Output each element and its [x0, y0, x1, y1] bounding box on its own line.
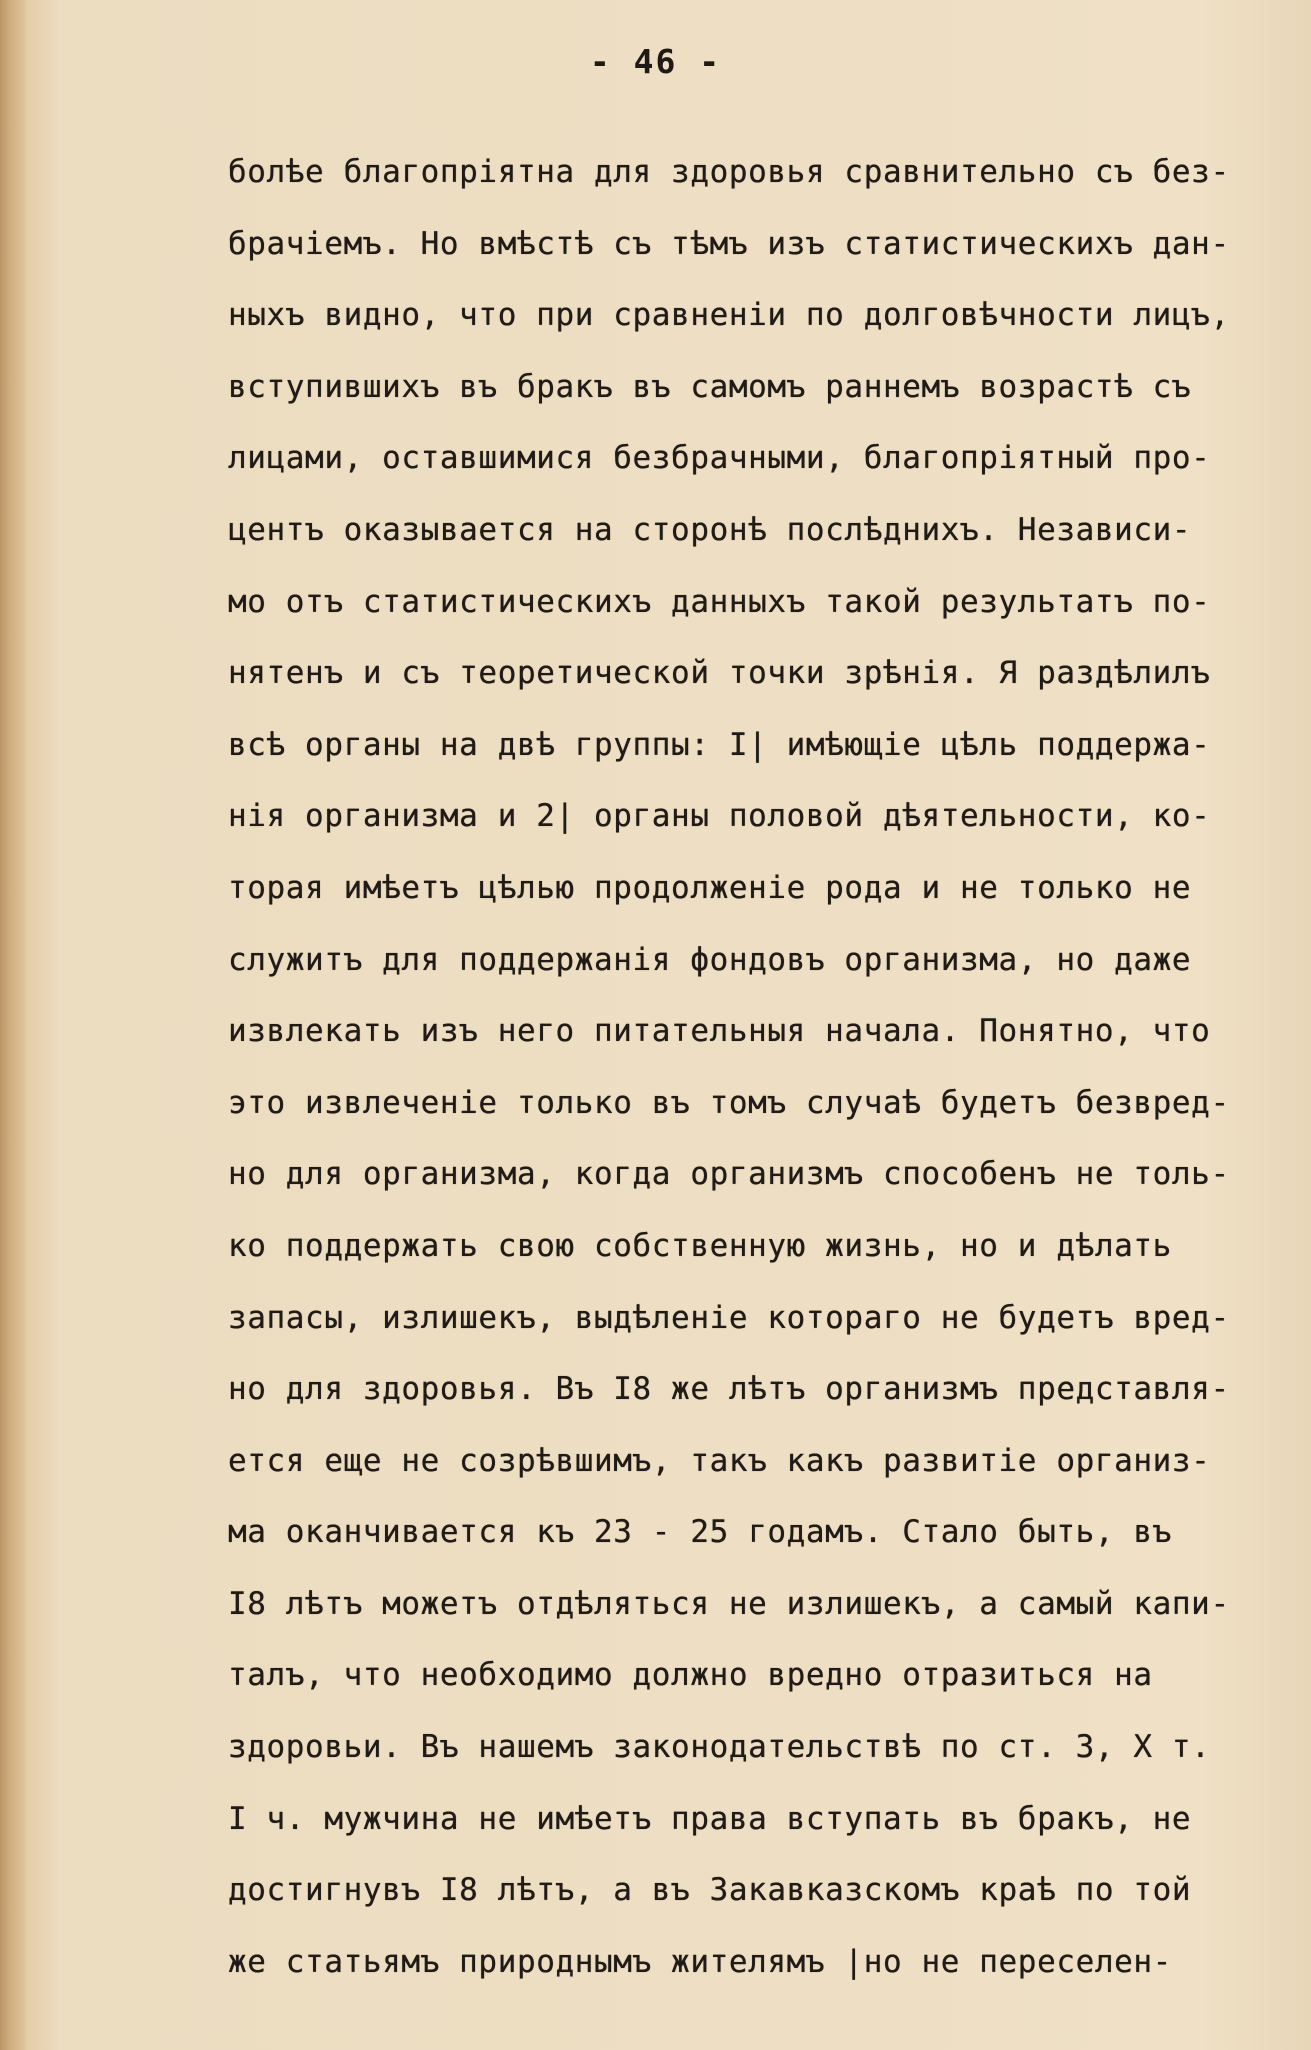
page-binding-edge [0, 0, 26, 2050]
text-line: всѣ органы на двѣ группы: I| имѣющіе цѣль поддержа- [228, 726, 1211, 763]
text-line: запасы, излишекъ, выдѣленіе котораго не будетъ вред- [228, 1299, 1230, 1336]
text-line: служитъ для поддержанія фондовъ организма, но даже [228, 941, 1192, 978]
text-line: нятенъ и съ теоретической точки зрѣнія. Я раздѣлилъ [228, 655, 1211, 692]
text-line: здоровьи. Въ нашемъ законодательствѣ по ст. 3, X т. [228, 1729, 1211, 1766]
text-line: вступившихъ въ бракъ въ самомъ раннемъ возрастѣ съ [228, 368, 1192, 405]
text-line: ко поддержать свою собственную жизнь, но и дѣлать [228, 1227, 1172, 1264]
text-line: ется еще не созрѣвшимъ, такъ какъ развитіе организ- [228, 1442, 1211, 1479]
text-line: болѣе благопріятна для здоровья сравнительно съ без- [228, 154, 1230, 190]
text-line: ма оканчивается къ 23 - 25 годамъ. Стало быть, въ [228, 1514, 1172, 1551]
text-line: но для организма, когда организмъ способенъ не толь- [228, 1156, 1230, 1193]
text-line: I ч. мужчина не имѣетъ права вступать въ бракъ, не [228, 1800, 1192, 1837]
page-number: - 46 - [589, 42, 722, 81]
text-line: достигнувъ I8 лѣтъ, а въ Закавказскомъ краѣ по той [228, 1872, 1192, 1909]
text-line: нія организма и 2| органы половой дѣятельности, ко- [228, 798, 1211, 835]
text-line: ныхъ видно, что при сравненіи по долговѣчности лицъ, [228, 297, 1230, 334]
text-line: талъ, что необходимо должно вредно отразиться на [228, 1657, 1153, 1694]
text-line: I8 лѣтъ можетъ отдѣляться не излишекъ, а самый капи- [228, 1585, 1230, 1622]
text-line: же статьямъ природнымъ жителямъ |но не переселен- [228, 1943, 1172, 1980]
text-line: извлекать изъ него питательныя начала. Понятно, что [228, 1013, 1211, 1050]
typed-text-body [228, 142, 1298, 2003]
text-line: но для здоровья. Въ I8 же лѣтъ организмъ представля- [228, 1371, 1230, 1408]
text-line: это извлеченіе только въ томъ случаѣ будетъ безвред- [228, 1084, 1230, 1121]
text-line: лицами, оставшимися безбрачными, благопріятный про- [228, 440, 1211, 477]
text-line: торая имѣетъ цѣлью продолженіе рода и не только не [228, 869, 1192, 906]
text-line: брачіемъ. Но вмѣстѣ съ тѣмъ изъ статистическихъ дан- [228, 225, 1230, 262]
text-line: центъ оказывается на сторонѣ послѣднихъ. Независи- [228, 511, 1192, 548]
text-line: мо отъ статистическихъ данныхъ такой результатъ по- [228, 583, 1211, 620]
